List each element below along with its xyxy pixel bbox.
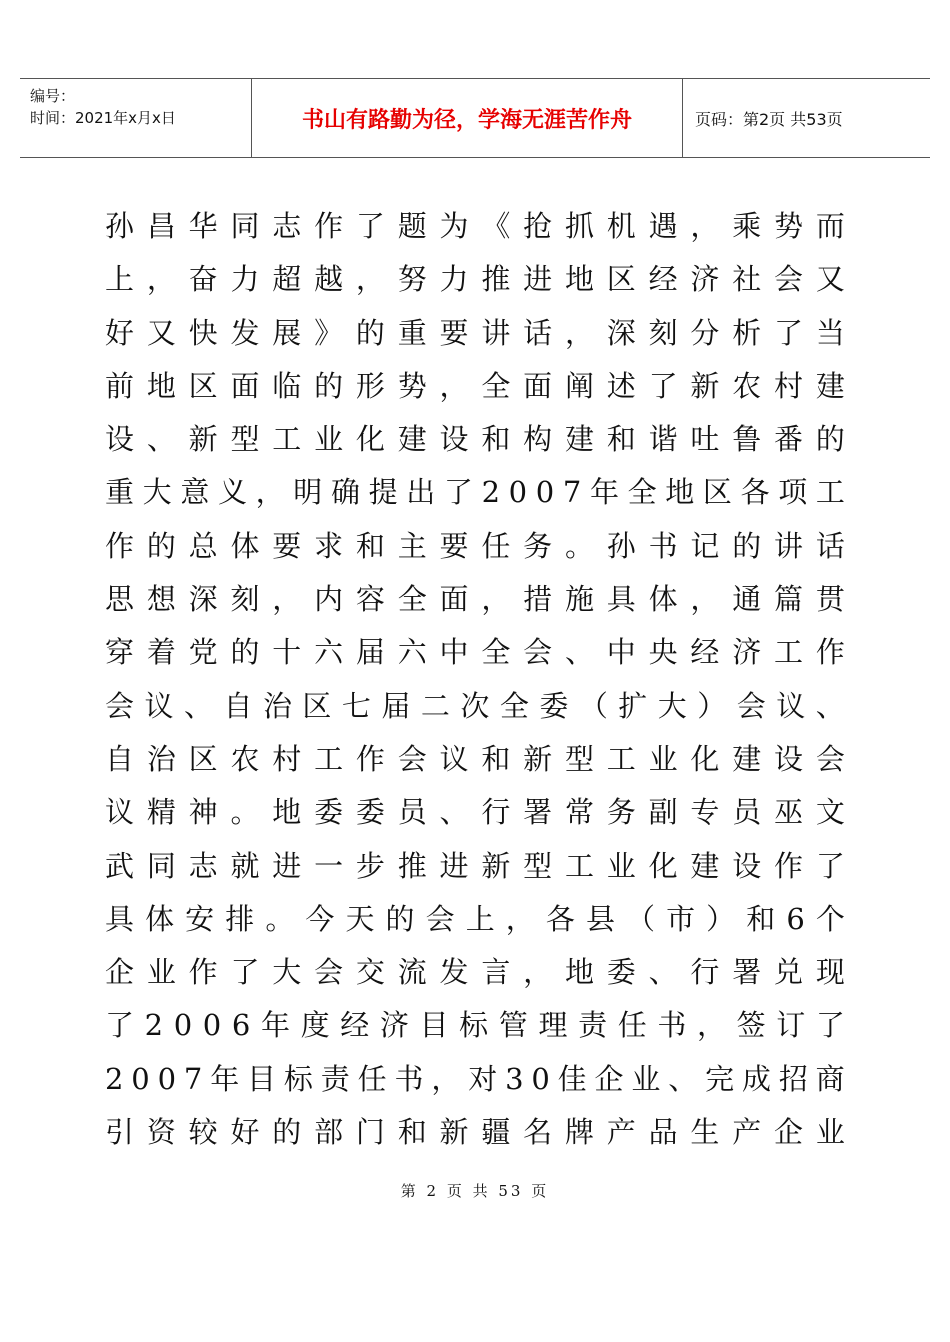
body-line: 具 体 安 排 。 今 天 的 会 上 ， 各 县 （ 市 ） 和 6 个 [105, 901, 845, 936]
body-line: 重 大 意 义 ， 明 确 提 出 了 2 0 0 7 年 全 地 区 各 项 工 [105, 475, 845, 510]
body-line: 设 、 新 型 工 业 化 建 设 和 构 建 和 谐 吐 鲁 番 的 [105, 422, 845, 457]
body-line: 好 又 快 发 展 》 的 重 要 讲 话 ， 深 刻 分 析 了 当 [105, 315, 845, 350]
body-line: 议 精 神 。 地 委 委 员 、 行 署 常 务 副 专 员 巫 文 [105, 795, 845, 830]
body-line: 2 0 0 7 年 目 标 责 任 书 ， 对 3 0 佳 企 业 、 完 成 招 商 [105, 1061, 845, 1096]
body-line: 会 议 、 自 治 区 七 届 二 次 全 委 （ 扩 大 ） 会 议 、 [105, 688, 845, 723]
body-paragraph [105, 200, 845, 1159]
body-line: 思 想 深 刻 ， 内 容 全 面 ， 措 施 具 体 ， 通 篇 贯 [105, 582, 845, 617]
body-line: 自 治 区 农 村 工 作 会 议 和 新 型 工 业 化 建 设 会 [105, 741, 845, 776]
page-footer: 第 2 页 共 53 页 [400, 1182, 550, 1200]
body-line: 穿 着 党 的 十 六 届 六 中 全 会 、 中 央 经 济 工 作 [105, 635, 845, 670]
header-motto: 书山有路勤为径，学海无涯苦作舟 [252, 79, 683, 157]
body-line: 孙 昌 华 同 志 作 了 题 为 《 抢 抓 机 遇 ， 乘 势 而 [105, 209, 845, 243]
header-meta [20, 79, 252, 157]
header-time-label: 时间：2021年x月x日 [30, 109, 176, 127]
body-line: 武 同 志 就 进 一 步 推 进 新 型 工 业 化 建 设 作 了 [105, 848, 845, 883]
body-line: 引 资 较 好 的 部 门 和 新 疆 名 牌 产 品 生 产 企 业 [105, 1115, 845, 1150]
header-number-label: 编号： [30, 87, 76, 105]
body-line: 上 ， 奋 力 超 越 ， 努 力 推 进 地 区 经 济 社 会 又 [105, 262, 845, 297]
body-line: 作 的 总 体 要 求 和 主 要 任 务 。 孙 书 记 的 讲 话 [105, 528, 845, 563]
body-line: 前 地 区 面 临 的 形 势 ， 全 面 阐 述 了 新 农 村 建 [105, 368, 845, 403]
header-page-info: 页码：第2页 共53页 [695, 109, 843, 129]
body-line: 了 2 0 0 6 年 度 经 济 目 标 管 理 责 任 书 ， 签 订 了 [105, 1008, 845, 1043]
body-line: 企 业 作 了 大 会 交 流 发 言 ， 地 委 、 行 署 兑 现 [105, 955, 845, 990]
document-header [20, 78, 930, 158]
